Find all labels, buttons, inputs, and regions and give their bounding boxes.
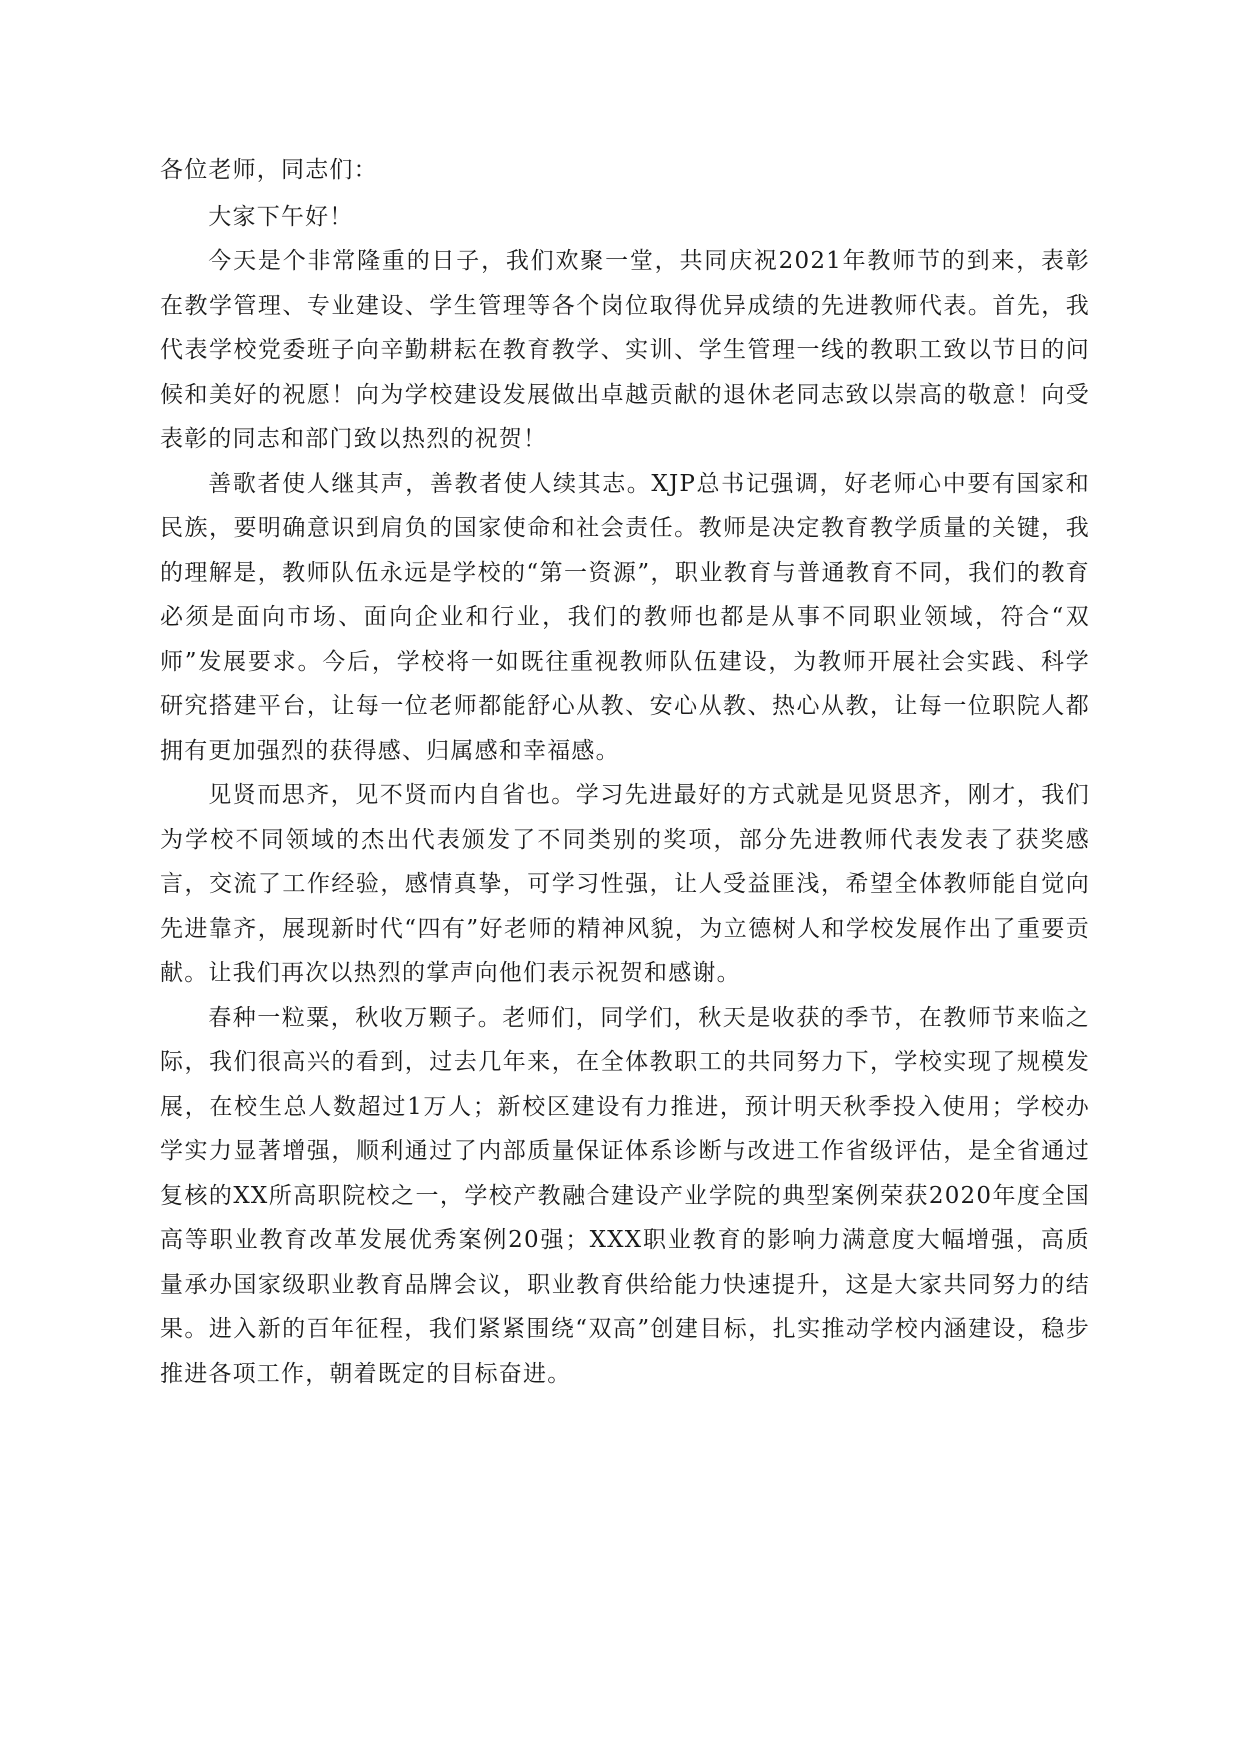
paragraph-2: 善歌者使人继其声，善教者使人续其志。XJP总书记强调，好老师心中要有国家和民族，要明确意识到肩负的国家使命和社会责任。教师是决定教育教学质量的关键，我的理解是，教师队伍永远是学校的“第一资源”，职业教育与普通教育不同，我们的教育必须是面向市场、面向企业和行业，我们的教师也都是从事不同职业领域，符合“双师”发展要求。今后，学校将一如既往重视教师队伍建设，为教师开展社会实践、科学研究搭建平台，让每一位老师都能舒心从教、安心从教、热心从教，让每一位职院人都拥有更加强烈的获得感、归属感和幸福感。 — [160, 470, 1090, 764]
paragraph-4: 春种一粒粟，秋收万颗子。老师们，同学们，秋天是收获的季节，在教师节来临之际，我们很高兴的看到，过去几年来，在全体教职工的共同努力下，学校实现了规模发展，在校生总人数超过1万人；新校区建设有力推进，预计明天秋季投入使用；学校办学实力显著增强，顺利通过了内部质量保证体系诊断与改进工作省级评估，是全省通过复核的XX所高职院校之一，学校产教融合建设产业学院的典型案例荣获2020年度全国高等职业教育改革发展优秀案例20强；XXX职业教育的影响力满意度大幅增强，高质量承办国家级职业教育品牌会议，职业教育供给能力快速提升，这是大家共同努力的结果。进入新的百年征程，我们紧紧围绕“双高”创建目标，扎实推动学校内涵建设，稳步推进各项工作，朝着既定的目标奋进。 — [160, 1004, 1090, 1387]
greeting: 大家下午好！ — [208, 203, 354, 230]
paragraph-3: 见贤而思齐，见不贤而内自省也。学习先进最好的方式就是见贤思齐，刚才，我们为学校不同领域的杰出代表颁发了不同类别的奖项，部分先进教师代表发表了获奖感言，交流了工作经验，感情真挚，可学习性强，让人受益匪浅，希望全体教师能自觉向先进靠齐，展现新时代“四有”好老师的精神风貌，为立德树人和学校发展作出了重要贡献。让我们再次以热烈的掌声向他们表示祝贺和感谢。 — [160, 782, 1090, 986]
salutation: 各位老师，同志们： — [160, 157, 378, 183]
paragraph-1: 今天是个非常隆重的日子，我们欢聚一堂，共同庆祝2021年教师节的到来，表彰在教学管理、专业建设、学生管理等各个岗位取得优异成绩的先进教师代表。首先，我代表学校党委班子向辛勤耕耘在教育教学、实训、学生管理一线的教职工致以节日的问候和美好的祝愿！向为学校建设发展做出卓越贡献的退休老同志致以崇高的敬意！向受表彰的同志和部门致以热烈的祝贺！ — [160, 248, 1090, 452]
document-body — [160, 148, 1090, 1396]
